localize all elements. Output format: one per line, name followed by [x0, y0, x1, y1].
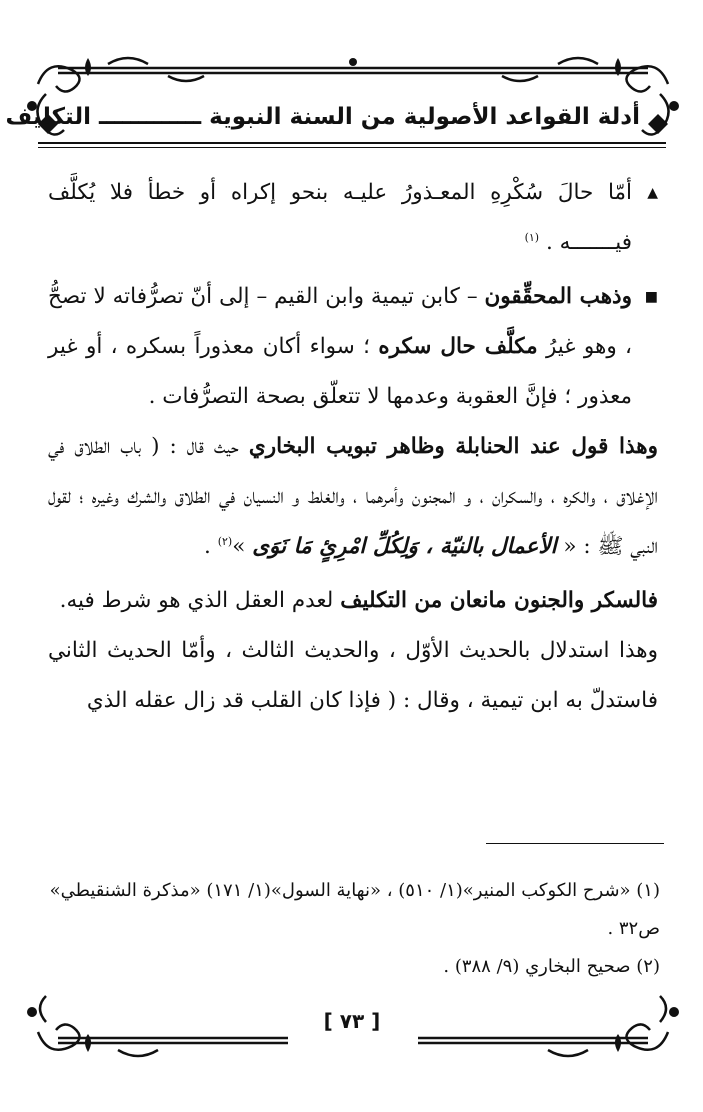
footnote-2: (٢) صحيح البخاري (٩/ ٣٨٨) .	[443, 956, 660, 977]
paragraph-1-end: »	[232, 534, 253, 559]
header-rule-top	[38, 142, 666, 144]
paragraph-1-text: حيث قال : ( باب الطلاق في الإغلاق ، والكره ، والسكران ، و المجنون وأمرهما ، والغلط و النسيان في الطلاق والشرك وغيره ؛ لقول النبي ﷺ : «	[48, 434, 658, 559]
paragraph-1-close: .	[204, 534, 218, 559]
bullet-1-text: أمّا حالَ سُكْرِهِ المعـذورُ عليـه بنحو إكراه أو خطأ فلا يُكلَّف فيـــــــه .	[48, 180, 632, 255]
paragraph-1	[48, 422, 658, 572]
bullet-2-text-a: – كابن تيمية وابن القيم – إلى أنّ تصرُّفاته لا تصحُّ ، وهو غيرُ	[48, 284, 632, 359]
bullet-2-text-b: ؛ سواء أكان معذوراً بسكره ، أو غير معذور ؛ فإنَّ العقوبة وعدمها لا تتعلّق بصحة التصرُّفات .	[48, 334, 632, 409]
top-ornament-border	[5, 54, 688, 150]
footnotes	[48, 872, 660, 986]
triangle-bullet-icon: ▲	[647, 185, 658, 201]
paragraph-2	[48, 576, 658, 626]
bullet-paragraph-1	[48, 168, 658, 268]
paragraph-2-text: لعدم العقل الذي هو شرط فيه.	[59, 588, 341, 613]
paragraph-3	[48, 626, 658, 726]
footnote-separator	[486, 843, 664, 844]
footnote-1: (١) «شرح الكوكب المنير»(١/ ٥١٠) ، «نهاية السول»(١/ ١٧١) «مذكرة الشنقيطي» ص٣٢ .	[49, 880, 660, 939]
bullet-2-bold: مكلَّف حال سكره	[378, 334, 538, 359]
square-bullet-icon: ■	[644, 289, 658, 305]
bullet-2-lead: وذهب المحقِّقون	[484, 284, 632, 309]
footnote-ref-2: (٢)	[217, 534, 233, 548]
bullet-paragraph-2	[48, 272, 658, 422]
hadith-quote: الأعمال بالنيّة ، وَلِكُلِّ امْرِئٍ مَا نَوَى	[252, 534, 557, 559]
page-number: [ ٧٣ ]	[323, 1009, 381, 1033]
footnote-ref-1: (١)	[524, 230, 540, 244]
running-header-title: أدلة القواعد الأصولية من السنة النبوية ـــــــــــــ التكليف	[5, 104, 640, 130]
paragraph-2-bold: فالسكر والجنون مانعان من التكليف	[340, 588, 658, 613]
paragraph-1-bold: وهذا قول عند الحنابلة وظاهر تبويب البخاري	[248, 434, 658, 459]
header-rule-bottom	[38, 147, 666, 148]
main-text	[48, 168, 658, 726]
paragraph-3-text: وهذا استدلال بالحديث الأوّل ، والحديث الثالث ، وأمّا الحديث الثاني فاستدلّ به ابن تيمية ، وقال : ( فإذا كان القلب قد زال عقله الذي	[48, 638, 658, 713]
